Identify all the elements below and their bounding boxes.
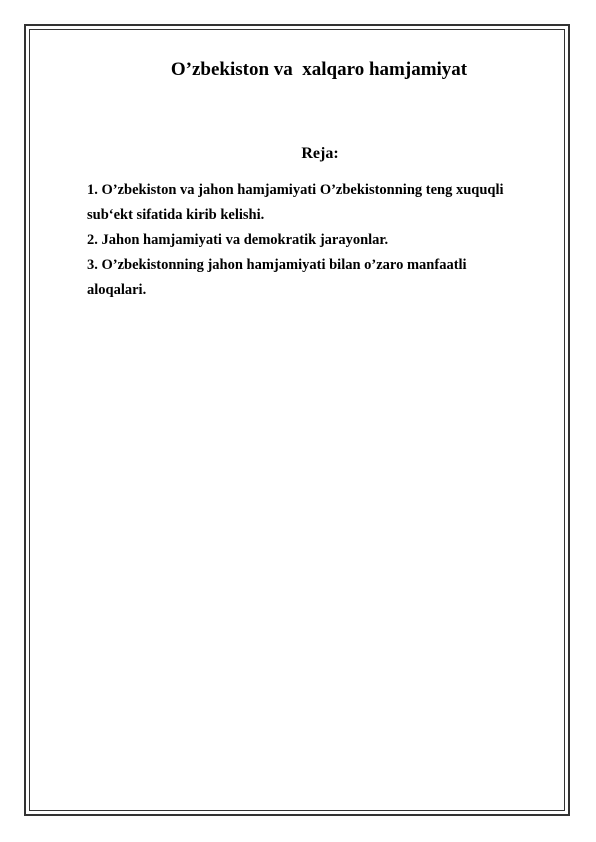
plan-line: sub‘ekt sifatida kirib kelishi.: [87, 207, 265, 223]
plan-line: 3. O’zbekistonning jahon hamjamiyati bilan o’zaro manfaatli: [87, 257, 467, 273]
plan-line: 1. O’zbekiston va jahon hamjamiyati O’zbekistonning teng xuquqli: [87, 182, 504, 198]
document-title: O’zbekiston va xalqaro hamjamiyat: [170, 59, 468, 80]
plan-list: [87, 178, 557, 303]
plan-heading: Reja:: [301, 145, 339, 162]
plan-line: aloqalari.: [87, 282, 147, 298]
plan-line: 2. Jahon hamjamiyati va demokratik jarayonlar.: [87, 232, 389, 248]
